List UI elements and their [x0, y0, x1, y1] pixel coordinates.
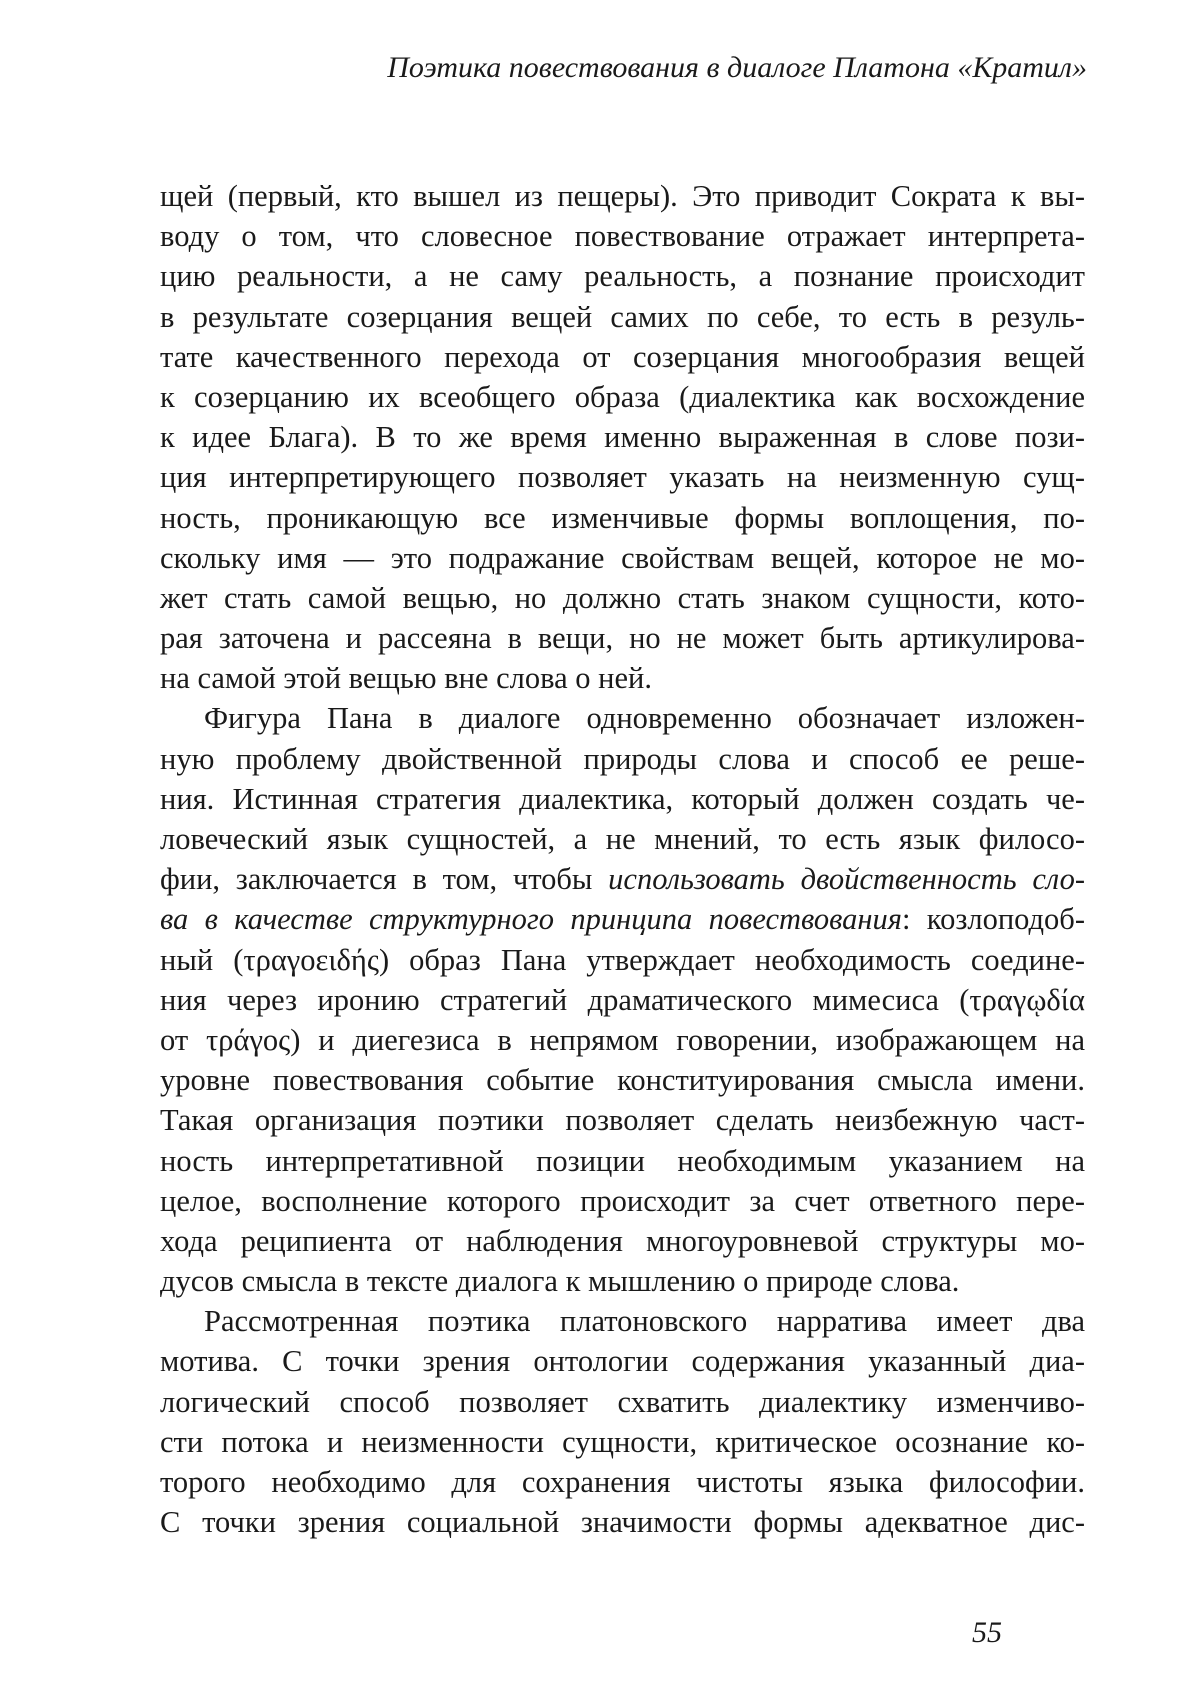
text-line: сти потока и неизменности сущности, критическое осознание ко-: [160, 1424, 1085, 1459]
text-line: торого необходимо для сохранения чистоты языка философии.: [160, 1465, 1085, 1499]
paragraph-start-line: Рассмотренная поэтика платоновского нарратива имеет два: [204, 1304, 1085, 1339]
text-line: воду о том, что словесное повествование отражает интерпрета-: [160, 219, 1085, 254]
text-line: к идее Блага). В то же время именно выраженная в слове пози-: [160, 420, 1085, 455]
text-line: ность, проникающую все изменчивые формы воплощения, по-: [160, 500, 1085, 535]
text-line: хода реципиента от наблюдения многоуровневой структуры мо-: [160, 1223, 1085, 1258]
text-line: ность интерпретативной позиции необходимым указанием на: [160, 1143, 1085, 1178]
text-line: на самой этой вещью вне слова о ней.: [160, 661, 652, 696]
text-line: в результате созерцания вещей самих по себе, то есть в резуль-: [160, 299, 1085, 334]
italic-fragment: использовать двойственность сло-: [608, 862, 1085, 897]
text-line: ную проблему двойственной природы слова и способ ее реше-: [160, 741, 1085, 776]
text-line: ный (τραγοειδής) образ Пана утверждает необходимость соедине-: [160, 942, 1085, 977]
text-line: Такая организация поэтики позволяет сделать неизбежную част-: [160, 1103, 1085, 1138]
text-line-mixed: [160, 859, 1085, 899]
text-line: от τράγος) и диегезиса в непрямом говорении, изображающем на: [160, 1022, 1085, 1057]
text-line: целое, восполнение которого происходит за счет ответного пере-: [160, 1183, 1085, 1218]
text-line: ния через иронию стратегий драматического мимесиса (τραγῳδία: [160, 982, 1085, 1017]
italic-fragment: ва в качестве структурного принципа повествования: [160, 902, 902, 937]
text-line: к созерцанию их всеобщего образа (диалектика как восхождение: [160, 379, 1085, 414]
page-number: 55: [972, 1616, 1002, 1649]
text-line: тате качественного перехода от созерцания многообразия вещей: [160, 339, 1085, 374]
text-line: мотива. С точки зрения онтологии содержания указанный диа-: [160, 1344, 1085, 1379]
text-line: дусов смысла в тексте диалога к мышлению о природе слова.: [160, 1264, 960, 1299]
body-text: [160, 176, 1085, 1542]
text-fragment: : козлоподоб-: [901, 902, 1085, 937]
text-line: скольку имя — это подражание свойствам вещей, которое не мо-: [160, 540, 1085, 575]
text-fragment: фии, заключается в том, чтобы: [160, 862, 609, 897]
text-line: щей (первый, кто вышел из пещеры). Это приводит Сократа к вы-: [160, 179, 1085, 213]
text-line: рая заточена и рассеяна в вещи, но не может быть артикулирова-: [160, 621, 1085, 656]
text-line: ния. Истинная стратегия диалектика, который должен создать че-: [160, 781, 1085, 816]
running-head: Поэтика повествования в диалоге Платона «Кратил»: [387, 51, 1087, 84]
paragraph-start-line: Фигура Пана в диалоге одновременно обозначает изложен-: [204, 701, 1085, 736]
text-line: цию реальности, а не саму реальность, а познание происходит: [160, 259, 1085, 294]
text-line: жет стать самой вещью, но должно стать знаком сущности, кото-: [160, 580, 1085, 615]
text-line: логический способ позволяет схватить диалектику изменчиво-: [160, 1384, 1085, 1419]
text-line: С точки зрения социальной значимости формы адекватное дис-: [160, 1505, 1085, 1540]
text-line: уровне повествования событие конституирования смысла имени.: [160, 1063, 1085, 1098]
text-line: ция интерпретирующего позволяет указать на неизменную сущ-: [160, 460, 1085, 495]
text-line-mixed: [160, 899, 1085, 939]
text-line: ловеческий язык сущностей, а не мнений, то есть язык филосо-: [160, 822, 1085, 856]
